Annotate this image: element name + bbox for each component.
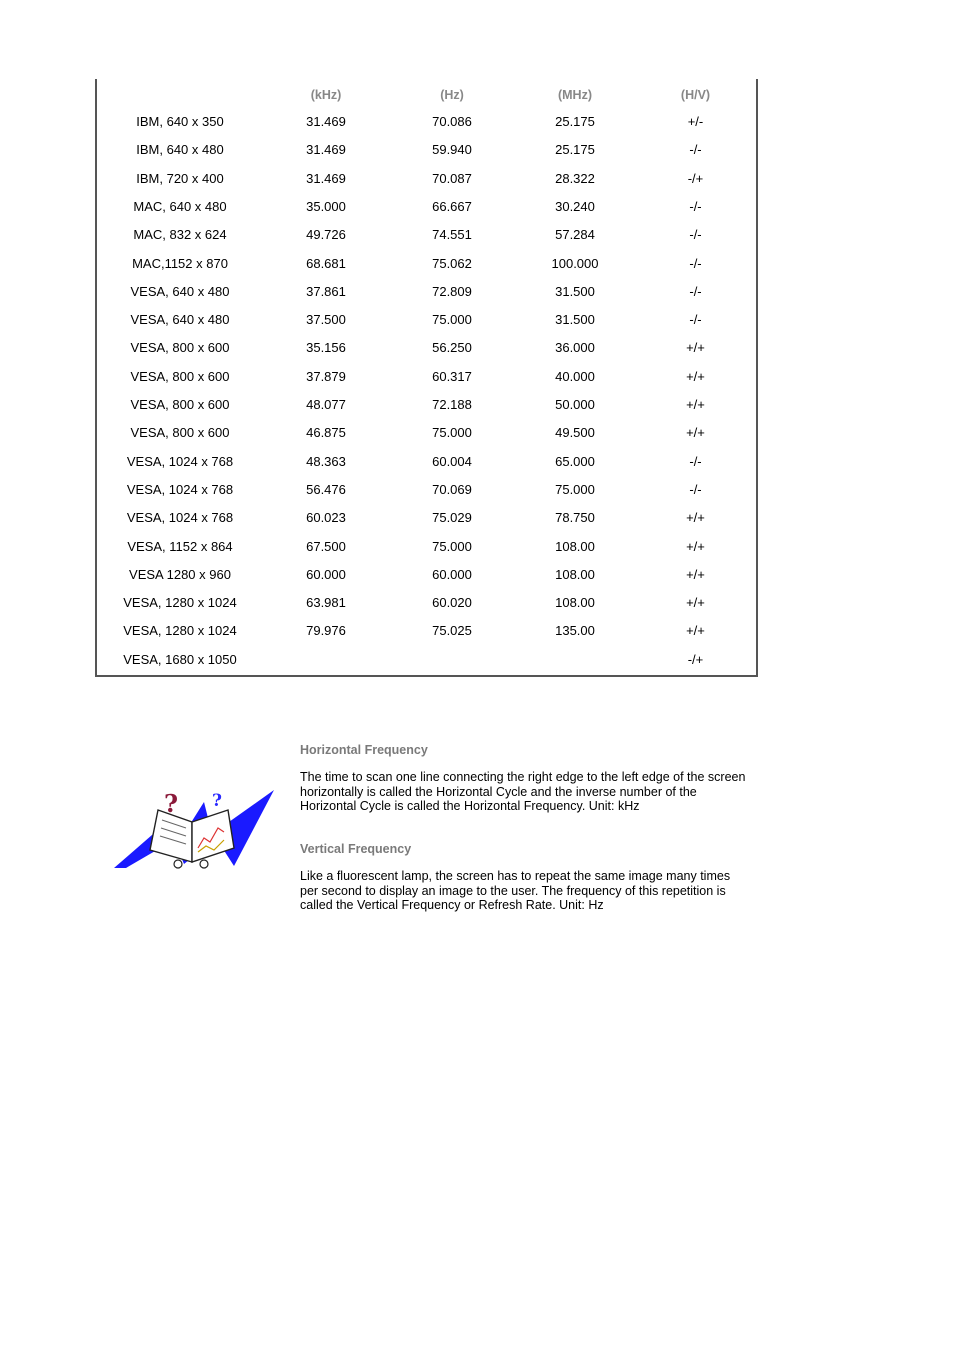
table-row [97, 423, 756, 443]
table-row [97, 140, 756, 160]
cell-mode: VESA, 1024 x 768 [126, 481, 234, 497]
table-row [97, 254, 756, 274]
table-row [97, 452, 756, 472]
cell-polarity: -/- [689, 283, 702, 299]
cell-polarity: -/- [689, 227, 702, 243]
cell-pixel-clock-mhz: 25.175 [555, 142, 595, 158]
cell-horizontal-khz: 31.469 [306, 114, 346, 129]
cell-pixel-clock-mhz: 78.750 [555, 510, 595, 526]
cell-polarity: -/- [689, 312, 702, 328]
cell-vertical-hz: 66.667 [432, 198, 472, 214]
cell-horizontal-khz: 63.981 [306, 595, 346, 611]
cell-vertical-hz: 74.551 [432, 227, 472, 243]
header-cell-khz: (kHz) [310, 88, 342, 102]
cell-horizontal-khz: 56.476 [306, 481, 346, 497]
cell-mode: VESA, 1024 x 768 [126, 510, 234, 526]
table-row [97, 565, 756, 585]
cell-mode: VESA, 1152 x 864 [127, 538, 233, 554]
cell-pixel-clock-mhz: 49.500 [555, 425, 595, 441]
cell-vertical-hz: 60.317 [432, 368, 472, 384]
cell-vertical-hz: 70.086 [432, 114, 472, 129]
cell-mode: MAC, 640 x 480 [133, 198, 227, 214]
cell-mode: VESA, 640 x 480 [130, 312, 230, 328]
cell-mode: VESA, 1680 x 1050 [123, 651, 237, 667]
cell-polarity: +/+ [686, 538, 705, 554]
cell-vertical-hz: 72.809 [432, 283, 472, 299]
table-row [97, 593, 756, 613]
table-row [97, 367, 756, 387]
cell-polarity: -/- [689, 453, 702, 469]
cell-pixel-clock-mhz: 28.322 [555, 170, 595, 186]
horizontal-frequency-title: Horizontal Frequency [300, 743, 428, 757]
cell-polarity: -/- [689, 255, 702, 271]
cell-polarity: -/+ [687, 651, 704, 667]
cell-polarity: +/+ [686, 340, 705, 356]
cell-horizontal-khz: 37.879 [306, 368, 346, 384]
cell-pixel-clock-mhz: 40.000 [555, 368, 595, 384]
table-row [97, 197, 756, 217]
cell-pixel-clock-mhz: 57.284 [555, 227, 595, 243]
table-row [97, 338, 756, 358]
cell-polarity: +/+ [686, 425, 705, 441]
cell-polarity: +/+ [686, 566, 705, 582]
table-row [97, 282, 756, 302]
header-cell-polarity: (H/V) [680, 88, 711, 102]
cell-horizontal-khz: 60.000 [306, 566, 346, 582]
cell-pixel-clock-mhz: 50.000 [555, 397, 595, 412]
cell-pixel-clock-mhz: 75.000 [555, 481, 595, 497]
cell-mode: VESA, 800 x 600 [130, 425, 230, 441]
header-cell-mhz: (MHz) [557, 88, 592, 102]
cell-horizontal-khz: 35.156 [306, 340, 346, 356]
table-row [97, 508, 756, 528]
question-mark-right: ? [212, 791, 222, 811]
cell-vertical-hz: 75.025 [432, 623, 472, 639]
question-mark-left: ? [164, 789, 179, 818]
cell-vertical-hz: 56.250 [432, 340, 472, 356]
table-row [97, 621, 756, 641]
cell-horizontal-khz: 79.976 [306, 623, 346, 639]
cell-mode: IBM, 640 x 480 [136, 142, 224, 158]
cell-pixel-clock-mhz: 108.00 [555, 595, 595, 611]
table-row [97, 225, 756, 245]
cell-mode: VESA, 800 x 600 [130, 340, 230, 356]
cell-pixel-clock-mhz: 108.00 [555, 538, 595, 554]
cell-horizontal-khz: 67.500 [306, 538, 346, 554]
cell-polarity: -/- [689, 198, 702, 214]
cell-mode: IBM, 720 x 400 [136, 170, 224, 186]
vertical-frequency-title: Vertical Frequency [300, 842, 412, 856]
cell-vertical-hz: 75.062 [432, 255, 472, 271]
cell-vertical-hz: 60.004 [432, 453, 472, 469]
cell-vertical-hz: 59.940 [432, 142, 472, 158]
cell-pixel-clock-mhz: 100.000 [551, 255, 599, 271]
cell-mode: VESA, 1024 x 768 [126, 453, 234, 469]
cell-polarity: -/- [689, 481, 702, 497]
cell-polarity: +/+ [686, 623, 705, 639]
cell-horizontal-khz: 37.500 [306, 312, 346, 328]
cell-vertical-hz: 75.000 [432, 312, 472, 328]
cell-polarity: +/- [687, 114, 704, 129]
cell-pixel-clock-mhz: 36.000 [555, 340, 595, 356]
table-row [97, 480, 756, 500]
cell-vertical-hz: 72.188 [432, 397, 472, 412]
cell-polarity: +/+ [686, 397, 705, 412]
cell-pixel-clock-mhz: 30.240 [555, 198, 595, 214]
cell-vertical-hz: 75.000 [432, 538, 472, 554]
vertical-frequency-section [300, 842, 750, 913]
cell-horizontal-khz: 48.363 [306, 453, 346, 469]
book-question-marks-icon [112, 788, 276, 870]
cell-polarity: +/+ [686, 595, 705, 611]
table-row [97, 537, 756, 557]
cell-vertical-hz: 60.020 [432, 595, 472, 611]
table-row [97, 169, 756, 189]
cell-mode: VESA, 800 x 600 [130, 368, 230, 384]
cell-horizontal-khz: 60.023 [306, 510, 346, 526]
cell-pixel-clock-mhz: 135.00 [555, 623, 595, 639]
header-cell-hz: (Hz) [440, 88, 464, 102]
table-row [97, 112, 756, 132]
cell-vertical-hz: 70.087 [432, 170, 472, 186]
cell-horizontal-khz: 35.000 [306, 198, 346, 214]
cell-vertical-hz: 60.000 [432, 566, 472, 582]
cell-polarity: +/+ [686, 510, 705, 526]
cell-polarity: +/+ [686, 368, 705, 384]
cell-horizontal-khz: 46.875 [306, 425, 346, 441]
cell-vertical-hz: 75.029 [432, 510, 472, 526]
cell-mode: VESA, 1280 x 1024 [123, 595, 237, 611]
cell-horizontal-khz: 31.469 [306, 142, 346, 158]
horizontal-frequency-body: The time to scan one line connecting the right edge to the left edge of the screen horizontally is called the Horizontal Cycle and the inverse number of the Horizontal Cycle is called the Horizontal Frequency. Unit: kHz [300, 770, 746, 813]
cell-mode: VESA, 800 x 600 [130, 397, 230, 412]
horizontal-frequency-section [300, 743, 750, 814]
cell-pixel-clock-mhz: 108.00 [555, 566, 595, 582]
cell-vertical-hz: 70.069 [432, 481, 472, 497]
cell-mode: MAC, 832 x 624 [133, 227, 227, 243]
cell-mode: VESA, 1280 x 1024 [123, 623, 237, 639]
table-header-row [97, 85, 756, 105]
cell-mode: MAC,1152 x 870 [132, 255, 228, 271]
cell-pixel-clock-mhz: 25.175 [555, 114, 595, 129]
cell-horizontal-khz: 49.726 [306, 227, 346, 243]
table-row [97, 395, 756, 415]
cell-polarity: -/+ [687, 170, 704, 186]
cell-horizontal-khz: 31.469 [306, 170, 346, 186]
cell-mode: IBM, 640 x 350 [136, 114, 224, 129]
cell-horizontal-khz: 68.681 [306, 255, 346, 271]
cell-mode: VESA, 640 x 480 [130, 283, 230, 299]
timing-table [95, 79, 758, 677]
table-row [97, 310, 756, 330]
cell-mode: VESA 1280 x 960 [129, 566, 231, 582]
vertical-frequency-body: Like a fluorescent lamp, the screen has to repeat the same image many times per second to display an image to the user. The frequency of this repetition is called the Vertical Frequency or Refresh Rate. Unit: Hz [300, 869, 731, 912]
cell-pixel-clock-mhz: 31.500 [555, 312, 595, 328]
cell-pixel-clock-mhz: 65.000 [555, 453, 595, 469]
cell-pixel-clock-mhz: 31.500 [555, 283, 595, 299]
table-row [97, 650, 756, 670]
cell-horizontal-khz: 48.077 [306, 397, 346, 412]
cell-horizontal-khz: 37.861 [306, 283, 346, 299]
cell-vertical-hz: 75.000 [432, 425, 472, 441]
cell-polarity: -/- [689, 142, 702, 158]
